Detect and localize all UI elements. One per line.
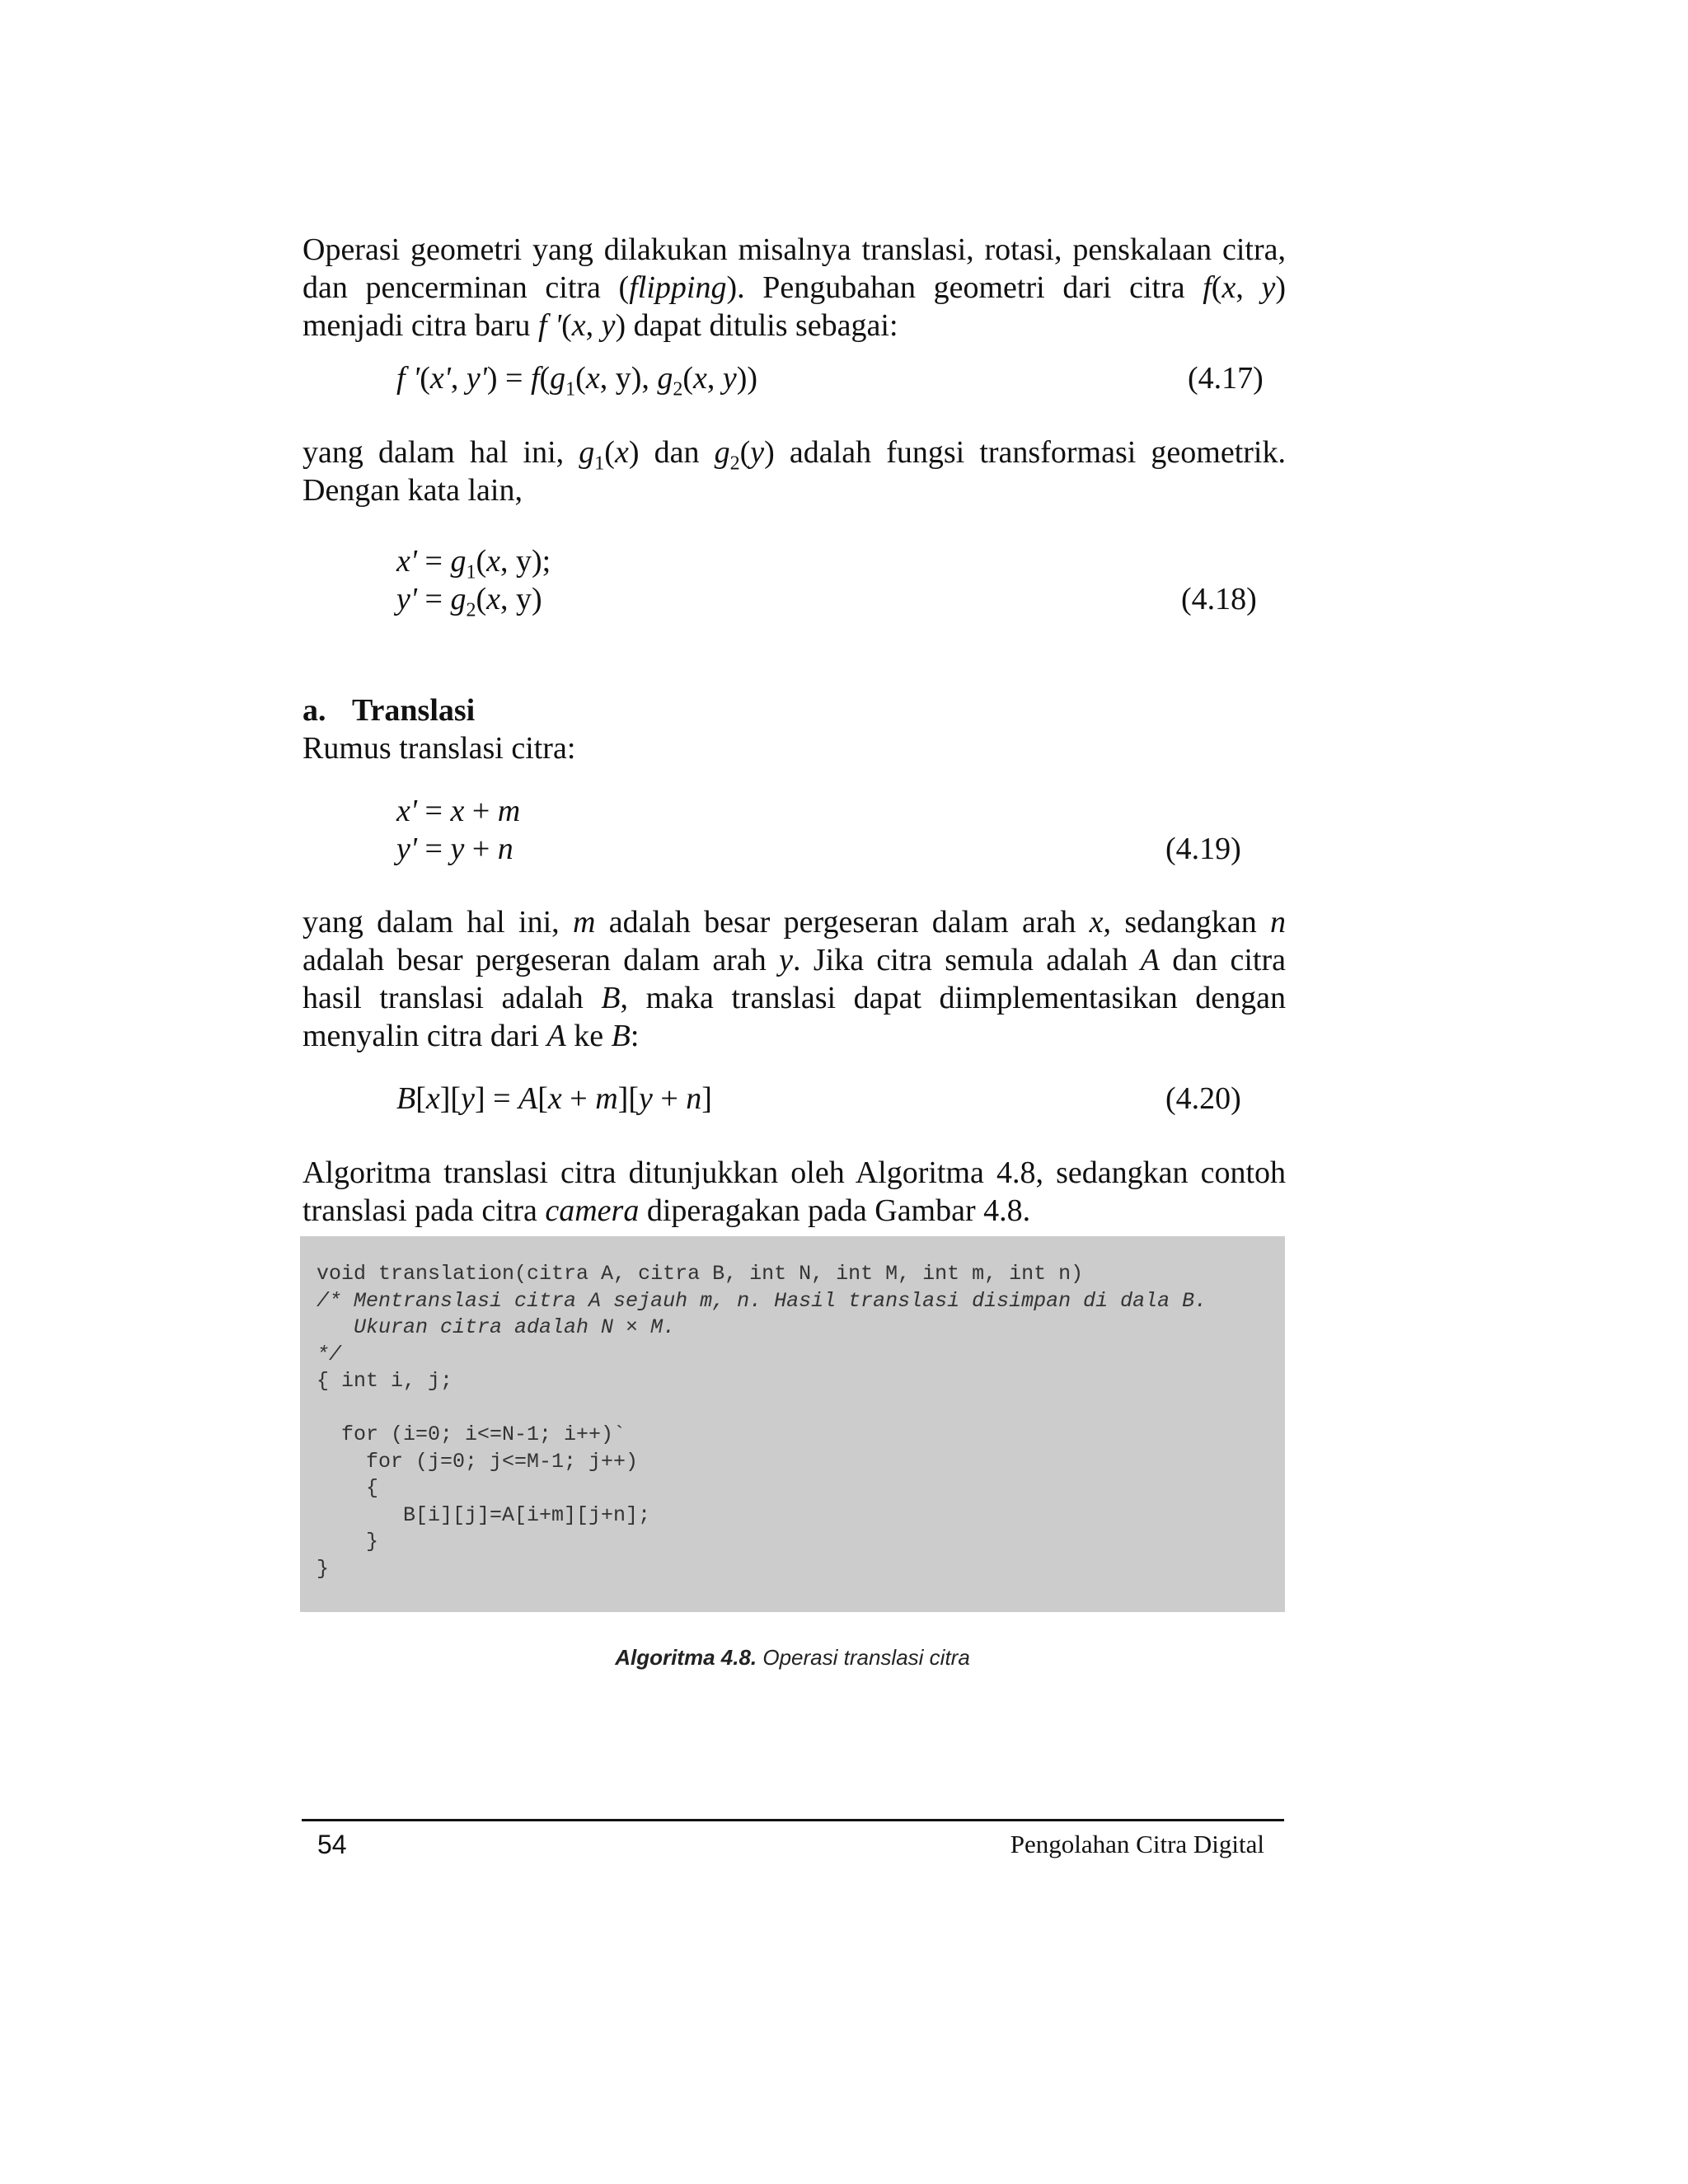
text: ) menjadi citra baru [302,270,1287,343]
equation-4-17: f '(x', $y') = f(g_1(x$, y), $g_2(x$, y)) (4.17) [396,361,1264,401]
code-line: { int i, j; [316,1369,453,1393]
paragraph-transform: yang dalam hal ini, $g_1(x)$ dan $g_2(y)$ adalah fungsi transformasi geometrik. Dengan kata lain, [302,435,1286,508]
equation-4-18-line-2: $y' = g_2(x$, y) (4.18) [396,582,1257,621]
text: flipping [629,270,727,305]
code-comment-line: Ukuran citra adalah N × M. [316,1315,676,1339]
algorithm-caption: Algoritma 4.8. Operasi translasi citra [615,1645,970,1670]
text: y [1261,270,1276,305]
code-line: { [316,1476,379,1500]
code-line: for (i=0; i<=N-1; i++)` [316,1422,626,1446]
equation-4-18-line-1: $x' = g_1(x$, y); [396,544,551,583]
book-title: Pengolahan Citra Digital [1010,1830,1264,1858]
code-comment-line: */ [316,1342,342,1366]
code-comment-line: /* Mentranslasi citra A sejauh m, n. Hasil translasi disimpan di dala B. [316,1288,1207,1313]
paragraph-algorithm-ref: Algoritma translasi citra ditunjukkan oleh Algoritma 4.8, sedangkan contoh translasi pada citra camera diperagakan pada Gambar 4.8. [302,1155,1286,1228]
code-block [300,1236,1285,1612]
page-body [302,231,1286,1230]
equation-number: (4.17) [1188,361,1264,396]
text: ( [1211,270,1222,305]
section-heading: a. Translasi [302,693,476,728]
text: ). Pengubahan geometri dari citra [726,270,1203,305]
equation-number: (4.19) [1165,832,1241,866]
code-line: for (j=0; j<=M-1; j++) [316,1449,639,1474]
text: ( [561,308,572,343]
equation-number: (4.20) [1165,1081,1241,1116]
text: f ' [537,308,562,343]
footer-divider [302,1819,1284,1821]
code-line: B[i][j]=A[i+m][j+n]; [316,1502,651,1527]
text: x [571,308,586,343]
code-line [316,1395,1268,1422]
code-line: void translation(citra A, citra B, int N, int M, int m, int n) [316,1262,1084,1286]
text: f [1203,270,1212,305]
paragraph-translation: yang dalam hal ini, m adalah besar pergeseran dalam arah x, sedangkan n adalah besar pergeseran dalam arah y. Jika citra semula adalah A dan citra hasil translasi adalah B, maka translasi dapat diimplementasikan dengan menyalin citra dari A ke B: [302,905,1287,1053]
text: , [1236,270,1262,305]
equation-number: (4.18) [1181,582,1257,616]
page-number: 54 [317,1830,347,1859]
paragraph-intro [302,231,1286,344]
text: x [1221,270,1236,305]
equation-4-20: B[x][y] = A[x + m][y + n] (4.20) [396,1081,1241,1116]
equation-4-19-line-1: x' = x + m [396,794,521,828]
code-line: } [316,1530,379,1554]
text: ) dapat ditulis sebagai: [615,308,898,343]
paragraph-formula-intro: Rumus translasi citra: [302,731,576,766]
code-line: } [316,1556,330,1581]
equation-4-19-line-2: y' = y + n (4.19) [396,832,1241,866]
text: Operasi geometri yang dilakukan misalnya translasi, rotasi, penskalaan citra, dan pencerminan citra ( [302,232,1286,305]
text: , [585,308,602,343]
text: y [601,308,616,343]
